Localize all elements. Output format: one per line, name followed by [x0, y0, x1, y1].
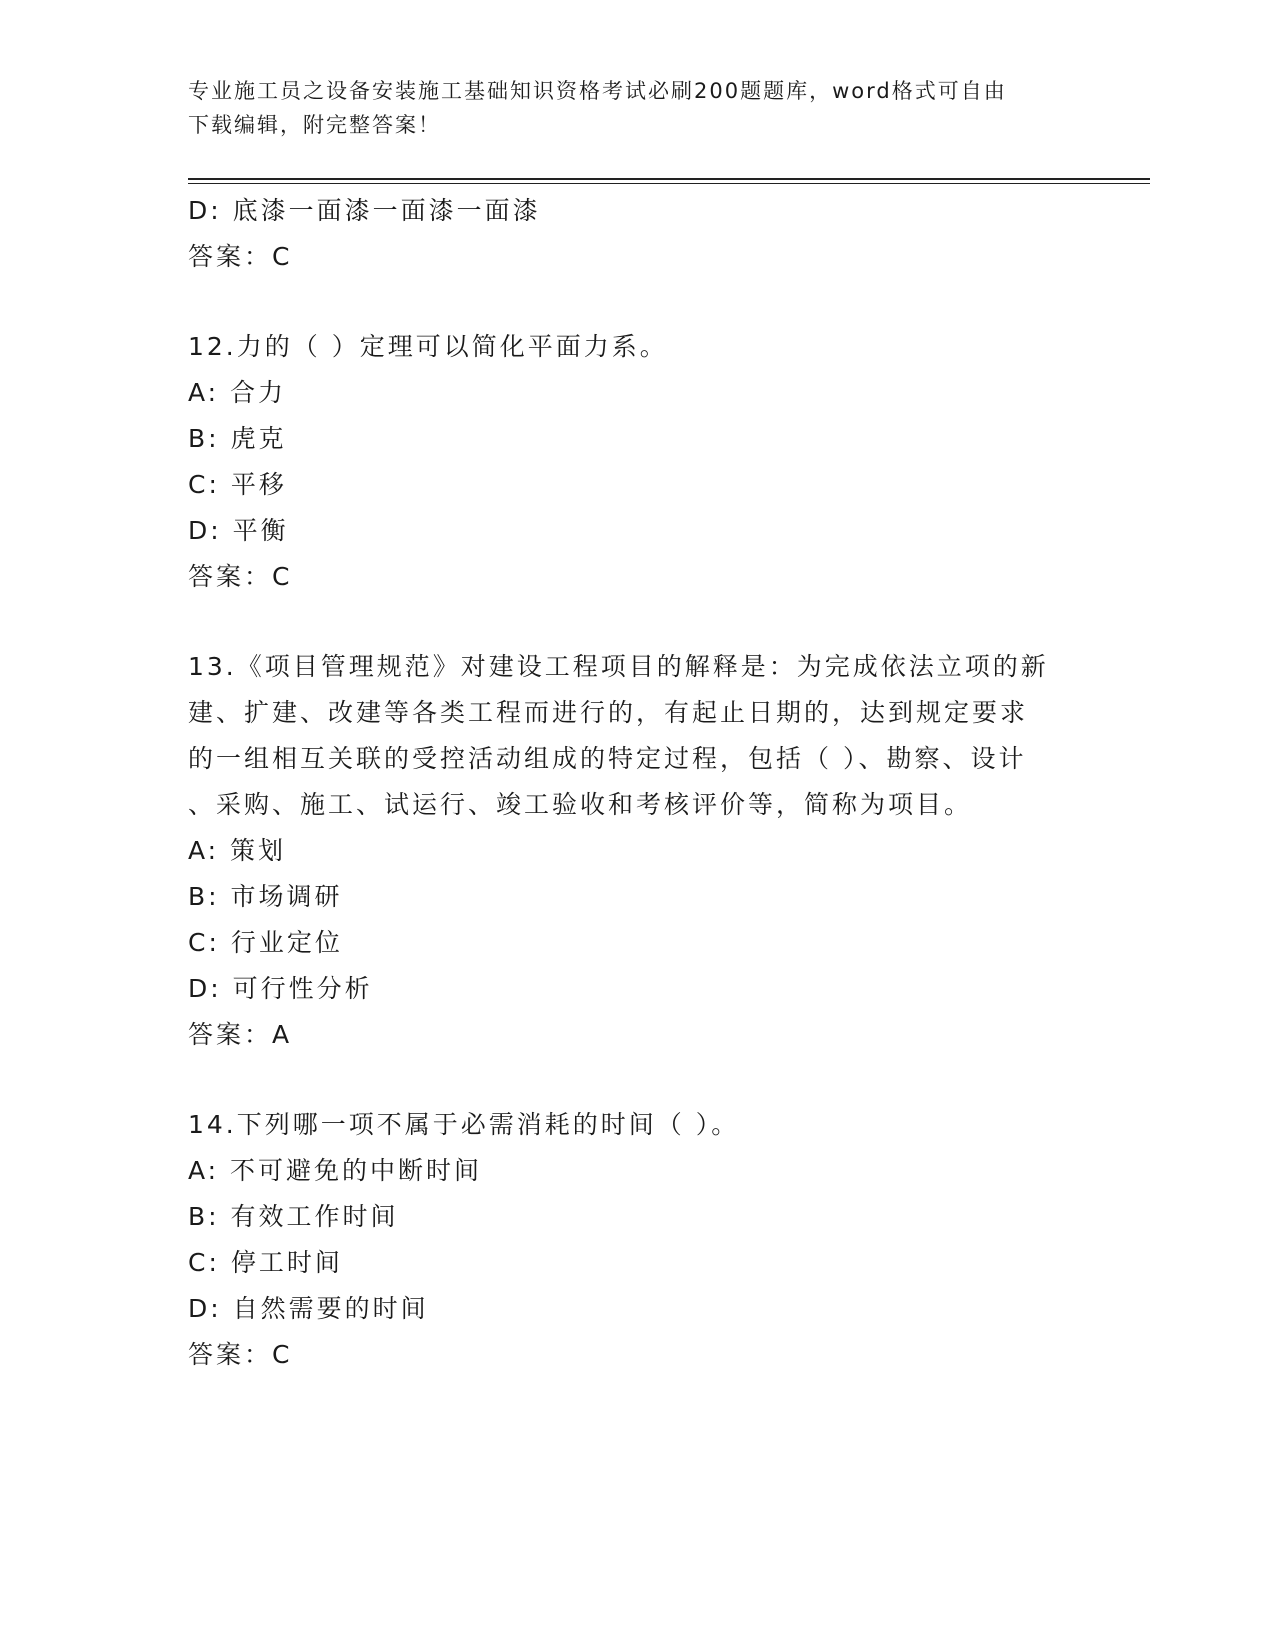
option-a: A: 不可避免的中断时间: [188, 1156, 483, 1185]
option-b: B: 市场调研: [188, 882, 343, 911]
option-c: C: 停工时间: [188, 1248, 343, 1277]
spacer: [188, 600, 1088, 644]
question-stem: 14.下列哪一项不属于必需消耗的时间（ ）。: [188, 1110, 740, 1139]
spacer: [188, 1058, 1088, 1102]
question-stem-line-4: 、采购、施工、试运行、竣工验收和考核评价等，简称为项目。: [188, 790, 973, 819]
answer: 答案：C: [188, 562, 293, 591]
spacer: [188, 280, 1088, 324]
answer: 答案：C: [188, 242, 293, 271]
option-c: C: 行业定位: [188, 928, 343, 957]
option-a: A: 策划: [188, 836, 287, 865]
header-line-2: 下载编辑，附完整答案！: [188, 113, 441, 137]
question-stem-line-3: 的一组相互关联的受控活动组成的特定过程，包括（ ）、勘察、设计: [188, 744, 1027, 773]
question-13: [188, 644, 1088, 1058]
option-d: D: 自然需要的时间: [188, 1294, 429, 1323]
question-stem-line-1: 13.《项目管理规范》对建设工程项目的解释是：为完成依法立项的新: [188, 652, 1049, 681]
question-stem-line-2: 建、扩建、改建等各类工程而进行的，有起止日期的，达到规定要求: [188, 698, 1029, 727]
option-d: D: 底漆一面漆一面漆一面漆: [188, 196, 541, 225]
option-b: B: 有效工作时间: [188, 1202, 399, 1231]
document-header: [188, 74, 1088, 142]
option-b: B: 虎克: [188, 424, 287, 453]
option-d: D: 可行性分析: [188, 974, 373, 1003]
option-c: C: 平移: [188, 470, 287, 499]
answer: 答案：A: [188, 1020, 293, 1049]
question-14: [188, 1102, 1088, 1378]
option-a: A: 合力: [188, 378, 287, 407]
previous-question-tail: [188, 188, 1088, 280]
document-body: [188, 188, 1088, 1378]
header-line-1: 专业施工员之设备安装施工基础知识资格考试必刷200题题库，word格式可自由: [188, 79, 1007, 103]
option-d: D: 平衡: [188, 516, 289, 545]
question-stem: 12.力的（ ）定理可以简化平面力系。: [188, 332, 668, 361]
question-12: [188, 324, 1088, 600]
answer: 答案：C: [188, 1340, 293, 1369]
header-rule-thick: [188, 178, 1150, 180]
header-rule-thin: [188, 183, 1150, 184]
